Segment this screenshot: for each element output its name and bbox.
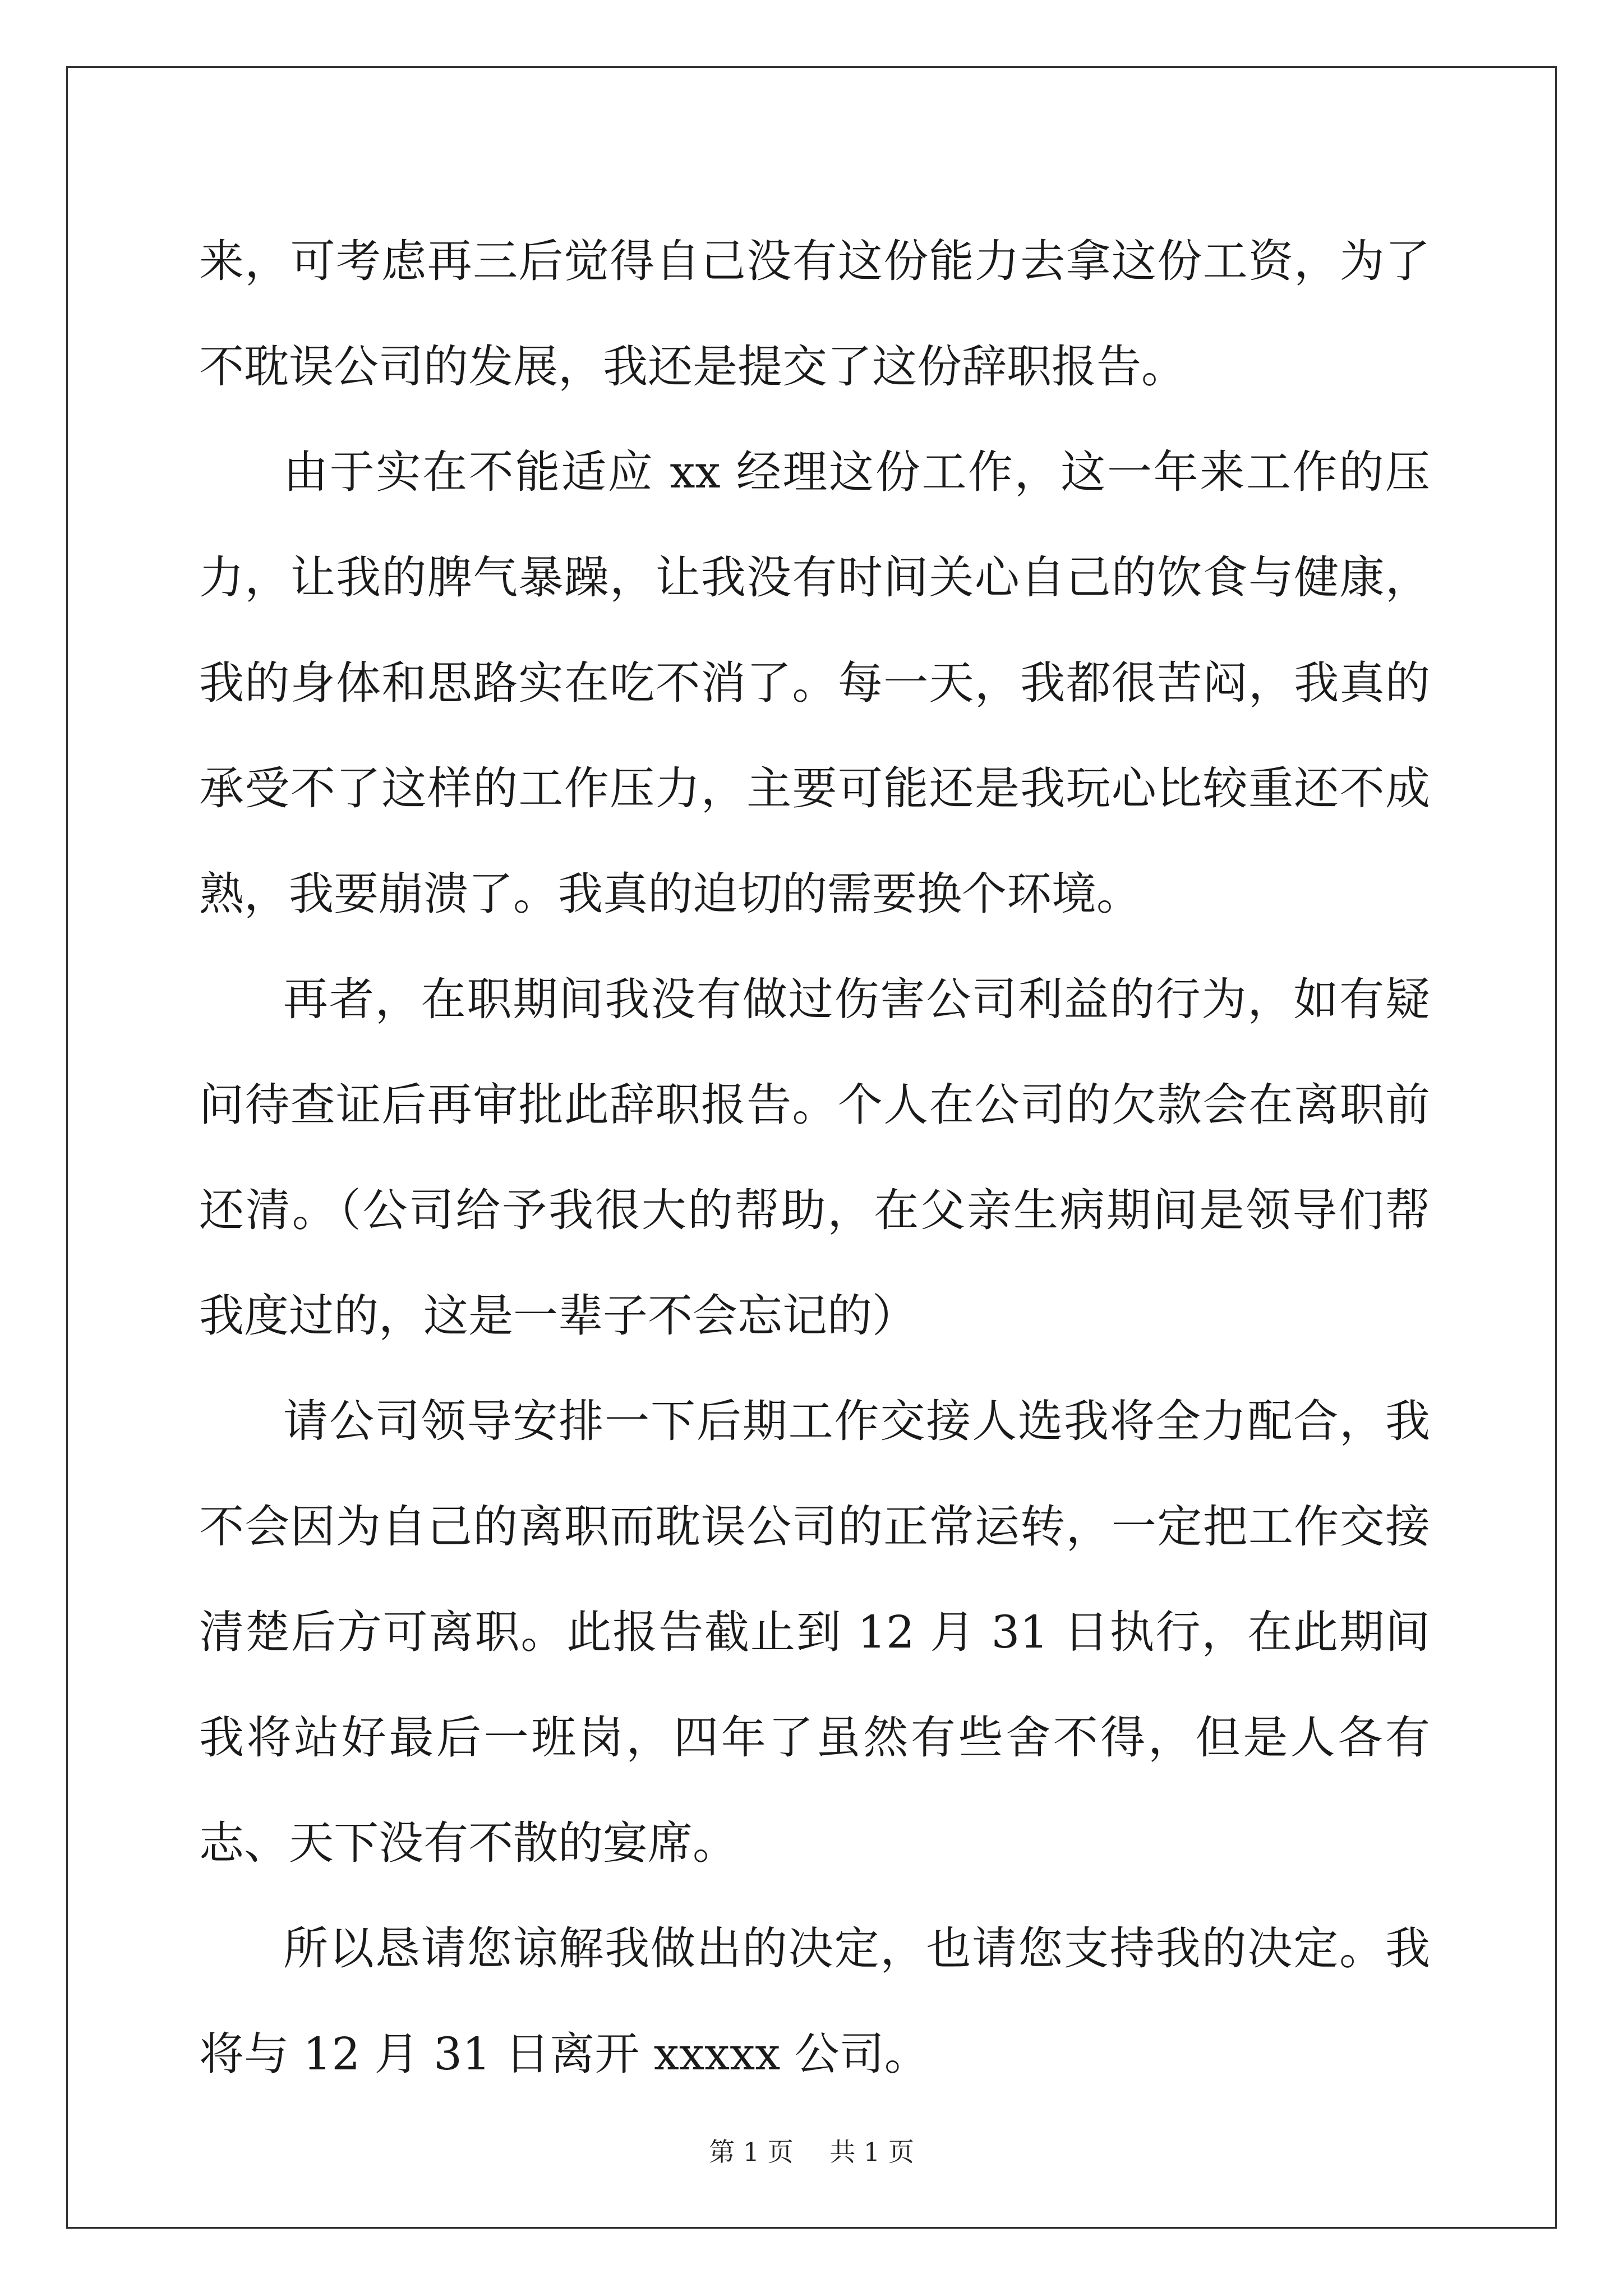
page-total: 共 1 页 <box>829 2137 914 2167</box>
paragraph-3: 再者，在职期间我没有做过伤害公司利益的行为，如有疑问待查证后再审批此辞职报告。个人在公司的欠款会在离职前还清。（公司给予我很大的帮助，在父亲生病期间是领导们帮我度过的，这是一辈子不会忘记的） <box>199 973 1430 1342</box>
paragraph-1: 来，可考虑再三后觉得自己没有这份能力去拿这份工资，为了不耽误公司的发展，我还是提交了这份辞职报告。 <box>199 235 1430 393</box>
document-body <box>199 209 1430 2107</box>
page-number: 第 1 页 <box>709 2137 794 2167</box>
page-footer <box>0 2135 1623 2169</box>
paragraph-5: 所以恳请您谅解我做出的决定，也请您支持我的决定。我将与 12 月 31 日离开 xxxxx 公司。 <box>199 1922 1430 2080</box>
paragraph-2: 由于实在不能适应 xx 经理这份工作，这一年来工作的压力，让我的脾气暴躁，让我没有时间关心自己的饮食与健康，我的身体和思路实在吃不消了。每一天，我都很苦闷，我真的承受不了这样的工作压力，主要可能还是我玩心比较重还不成熟，我要崩溃了。我真的迫切的需要换个环境。 <box>199 446 1430 920</box>
paragraph-4: 请公司领导安排一下后期工作交接人选我将全力配合，我不会因为自己的离职而耽误公司的正常运转，一定把工作交接清楚后方可离职。此报告截止到 12 月 31 日执行，在此期间我将站好最后一班岗，四年了虽然有些舍不得，但是人各有志、天下没有不散的宴席。 <box>199 1395 1430 1869</box>
